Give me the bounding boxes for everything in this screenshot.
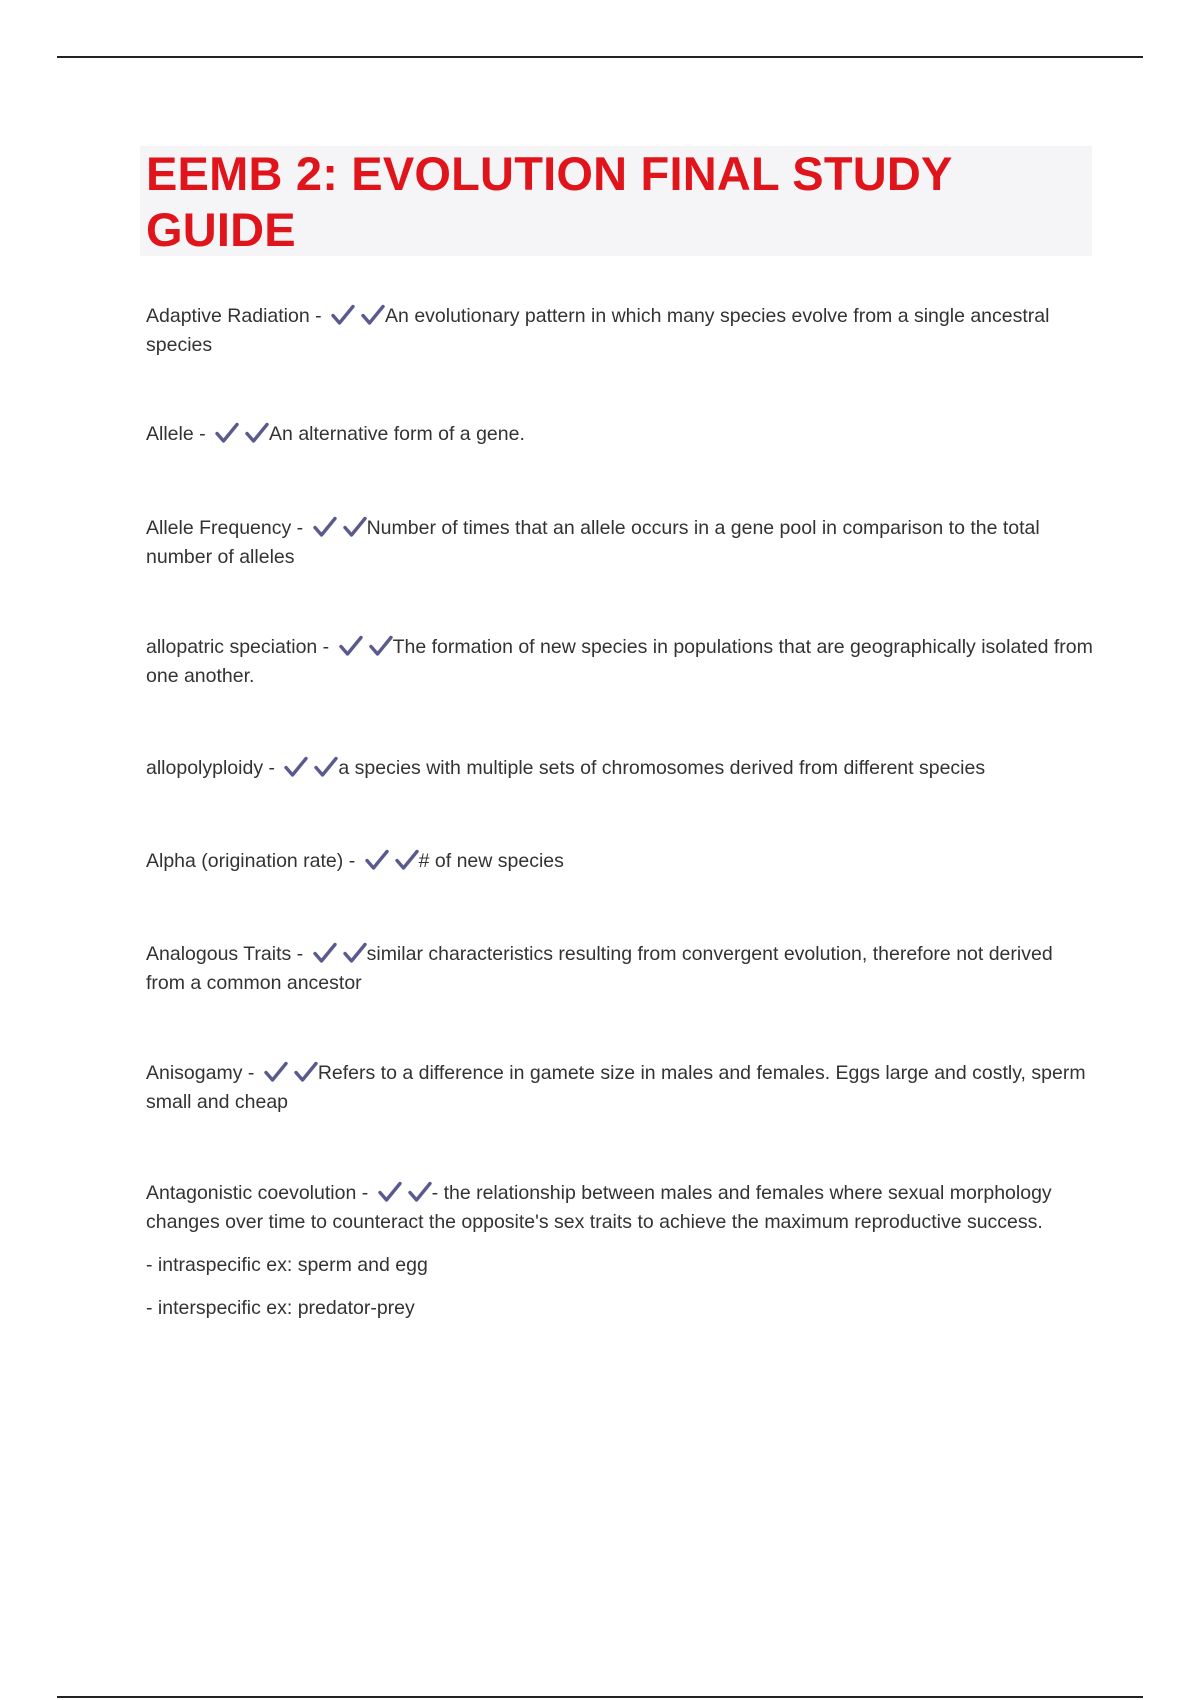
glossary-entry (146, 1059, 1094, 1117)
entry-term: Antagonistic coevolution (146, 1182, 357, 1204)
term-separator: - (291, 517, 309, 539)
check-mark-icon (294, 1061, 318, 1083)
term-separator: - (309, 305, 328, 327)
entry-definition: # of new species (418, 850, 564, 872)
entry-term: Allele (146, 423, 194, 445)
check-mark-icon (339, 635, 363, 657)
entry-definition: Refers to a difference in gamete size in males and females. Eggs large and costly, sperm small and cheap (146, 1062, 1086, 1113)
entry-term: Anisogamy (146, 1062, 243, 1084)
term-separator: - (242, 1062, 260, 1084)
check-mark-icon (264, 1061, 288, 1083)
example-list (146, 1251, 1094, 1323)
glossary-entry (146, 940, 1094, 998)
check-mark-icon (313, 942, 337, 964)
term-separator: - (291, 943, 309, 965)
glossary-entry (146, 514, 1094, 572)
glossary-entry (146, 302, 1094, 360)
check-mark-icon (284, 756, 308, 778)
glossary-list (146, 302, 1094, 1337)
entry-term: allopolyploidy (146, 757, 264, 779)
entry-term: Adaptive Radiation (146, 305, 310, 327)
entry-definition: Number of times that an allele occurs in a gene pool in comparison to the total number of alleles (146, 517, 1040, 568)
term-separator: - (343, 850, 361, 872)
entry-definition: similar characteristics resulting from convergent evolution, therefore not derived from a common ancestor (146, 943, 1053, 994)
term-separator: - (193, 423, 212, 445)
entry-definition: An alternative form of a gene. (269, 423, 525, 445)
check-mark-icon (215, 422, 239, 444)
check-mark-icon (314, 756, 338, 778)
check-mark-icon (395, 849, 419, 871)
check-mark-icon (408, 1181, 432, 1203)
glossary-entry (146, 1179, 1094, 1323)
check-mark-icon (343, 942, 367, 964)
glossary-entry (146, 420, 1094, 449)
entry-term: Analogous Traits (146, 943, 292, 965)
check-mark-icon (313, 516, 337, 538)
term-separator: - (263, 757, 281, 779)
check-mark-icon (331, 304, 355, 326)
page-title: EEMB 2: EVOLUTION FINAL STUDY GUIDE (146, 147, 952, 256)
entry-term: Allele Frequency (146, 517, 292, 539)
entry-term: allopatric speciation (146, 636, 318, 658)
term-separator: - (356, 1182, 374, 1204)
example-item: - intraspecific ex: sperm and egg (146, 1254, 428, 1276)
entry-term: Alpha (origination rate) (146, 850, 344, 872)
bottom-rule (57, 1696, 1143, 1698)
entry-definition: a species with multiple sets of chromosomes derived from different species (338, 757, 986, 779)
check-mark-icon (369, 635, 393, 657)
term-separator: - (317, 636, 335, 658)
check-mark-icon (365, 849, 389, 871)
entry-definition: An evolutionary pattern in which many species evolve from a single ancestral species (146, 305, 1050, 356)
entry-definition: - the relationship between males and females where sexual morphology changes over time to counteract the opposite's sex traits to achieve the maximum reproductive success. (146, 1182, 1052, 1233)
top-rule (57, 56, 1143, 58)
glossary-entry (146, 754, 1094, 783)
check-mark-icon (245, 422, 269, 444)
entry-definition: The formation of new species in populations that are geographically isolated from one another. (146, 636, 1093, 687)
glossary-entry (146, 847, 1094, 876)
check-mark-icon (378, 1181, 402, 1203)
check-mark-icon (343, 516, 367, 538)
check-mark-icon (361, 304, 385, 326)
glossary-entry (146, 633, 1094, 691)
example-item: - interspecific ex: predator-prey (146, 1297, 415, 1319)
